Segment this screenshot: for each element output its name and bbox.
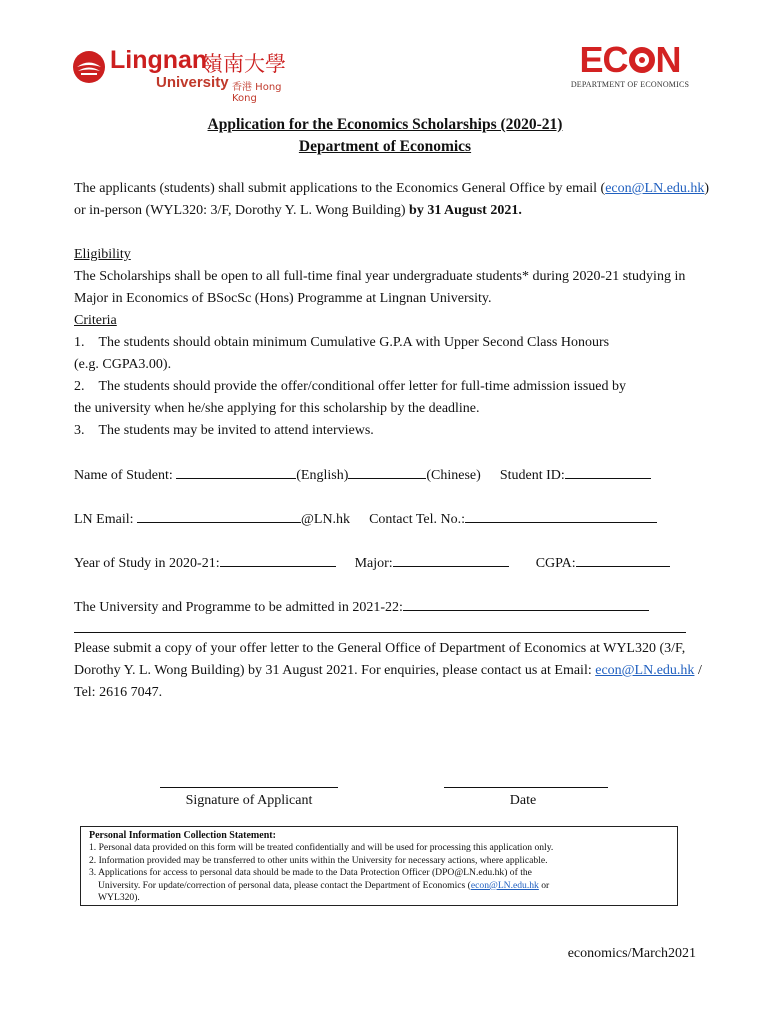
econ-department: DEPARTMENT OF ECONOMICS bbox=[570, 80, 690, 89]
criteria-item-cont: (e.g. CGPA3.00). bbox=[74, 357, 172, 372]
eligibility-heading: Eligibility bbox=[74, 247, 131, 262]
lingnan-chinese-name: 嶺南大學 bbox=[202, 52, 286, 76]
pics-item-cont: WYL320). bbox=[98, 892, 140, 904]
lingnan-emblem-icon bbox=[72, 50, 106, 84]
university-programme-field-line2[interactable] bbox=[74, 632, 686, 633]
english-name-field[interactable] bbox=[176, 464, 296, 479]
pics-heading: Personal Information Collection Statement: bbox=[89, 830, 276, 841]
submit-note: Please submit a copy of your offer letter to the General Office of Department of Economics at WYL320 (3/F, Dorothy Y. L. Wong Building) by 31 August 2021. For enquiries, please contact us at Email: econ@LN.edu.hk / Tel: 2616 7047. bbox=[74, 641, 702, 700]
econ-email-link-2[interactable]: econ@LN.edu.hk bbox=[595, 663, 695, 678]
criteria-heading: Criteria bbox=[74, 313, 117, 328]
contact-tel-field[interactable] bbox=[465, 508, 657, 523]
pics-item: 1. Personal data provided on this form will be treated confidentially and will be used for processing this application only. bbox=[89, 842, 554, 854]
lingnan-logo bbox=[72, 44, 304, 104]
lingnan-university-word: University bbox=[156, 74, 229, 91]
signature-label: Signature of Applicant bbox=[185, 793, 313, 808]
econ-email-link[interactable]: econ@LN.edu.hk bbox=[605, 181, 705, 196]
lingnan-hongkong: 香港 Hong Kong bbox=[232, 82, 282, 104]
study-row: Year of Study in 2020-21: Major: CGPA: bbox=[74, 552, 670, 572]
econ-logo bbox=[568, 39, 692, 89]
pics-item: 2. Information provided may be transferred to other units within the University for necessary actions, where applicable. bbox=[89, 854, 548, 866]
chinese-name-field[interactable] bbox=[348, 464, 426, 479]
university-programme-field[interactable] bbox=[403, 596, 649, 611]
criteria-item: 2. The students should provide the offer/conditional offer letter for full-time admission issued by bbox=[74, 379, 626, 394]
university-row: The University and Programme to be admitted in 2021-22: bbox=[74, 596, 649, 616]
lingnan-wordmark: Lingnan bbox=[110, 46, 208, 74]
email-row: LN Email: @LN.hk Contact Tel. No.: bbox=[74, 508, 657, 528]
criteria-item-cont: the university when he/she applying for this scholarship by the deadline. bbox=[74, 401, 480, 416]
cgpa-field[interactable] bbox=[576, 552, 670, 567]
date-field[interactable] bbox=[444, 787, 608, 788]
eligibility-text: The Scholarships shall be open to all full-time final year undergraduate students* during 2020-21 studying in Major in Economics of BSocSc (Hons) Programme at Lingnan University. bbox=[74, 269, 686, 306]
deadline: by 31 August 2021. bbox=[409, 203, 522, 218]
name-row: Name of Student: (English) (Chinese) Student ID: bbox=[74, 464, 651, 484]
year-of-study-field[interactable] bbox=[220, 552, 336, 567]
pics-email-link[interactable]: econ@LN.edu.hk bbox=[470, 879, 539, 891]
pics-item-cont: University. For update/correction of personal data, please contact the Department of Economics (econ@LN.edu.hk or bbox=[98, 879, 550, 891]
page-subtitle: Department of Economics bbox=[298, 138, 472, 155]
student-id-field[interactable] bbox=[565, 464, 651, 479]
criteria-item: 3. The students may be invited to attend interviews. bbox=[74, 423, 374, 438]
pics-item: 3. Applications for access to personal data should be made to the Data Protection Officer (DPO@LN.edu.hk) of the bbox=[89, 867, 532, 879]
econ-wordmark: EC N bbox=[579, 39, 681, 80]
footer-ref: economics/March2021 bbox=[567, 946, 696, 961]
criteria-item: 1. The students should obtain minimum Cumulative G.P.A with Upper Second Class Honours bbox=[74, 335, 610, 350]
major-field[interactable] bbox=[393, 552, 509, 567]
intro-paragraph: The applicants (students) shall submit applications to the Economics General Office by email (econ@LN.edu.hk) or in-person (WYL320: 3/F, Dorothy Y. L. Wong Building) by 31 August 2021. bbox=[74, 181, 710, 218]
signature-field[interactable] bbox=[160, 787, 338, 788]
ln-email-field[interactable] bbox=[137, 508, 301, 523]
econ-o-icon bbox=[629, 47, 655, 73]
personal-info-statement bbox=[80, 826, 678, 906]
date-label: Date bbox=[509, 793, 537, 808]
page-title: Application for the Economics Scholarships (2020-21) bbox=[207, 116, 563, 133]
